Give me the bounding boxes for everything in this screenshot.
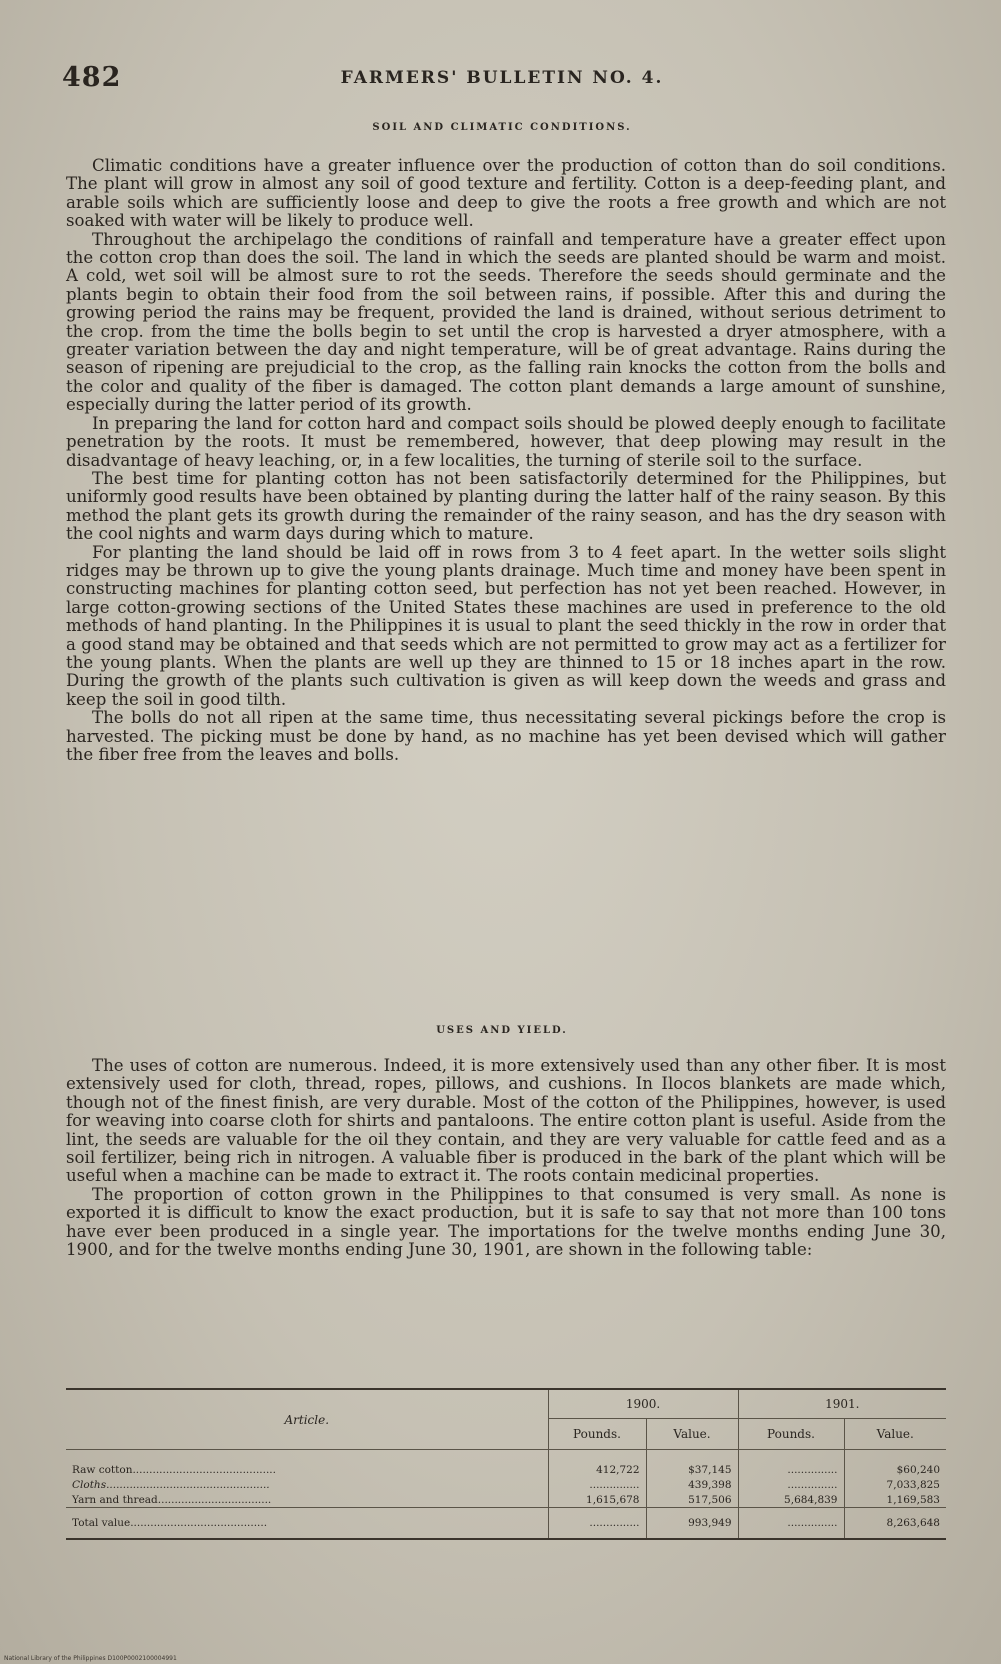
paragraph: The uses of cotton are numerous. Indeed, it is more extensively used than any other fiber. It is most extensively used for cloth, thread, ropes, pillows, and cushions. In Ilocos blankets are made which, though not of the finest finish, are very durable. Most of the cotton of the Philippines, however, is used for weaving into coarse cloth for shirts and pantaloons. The entire cotton plant is useful. Aside from the lint, the seeds are valuable for the oil they contain, and they are very valuable for cattle feed and as a soil fertilizer, being rich in nitrogen. A valuable fiber is produced in the bark of the plant which will be useful when a machine can be made to extract it. The roots contain medicinal properties. [66, 1056, 946, 1186]
value-1900-header: Value. [646, 1419, 738, 1450]
row-value-1901: $60,240 [844, 1450, 946, 1478]
paragraph: Throughout the archipelago the conditions of rainfall and temperature have a greater effect upon the cotton crop than does the soil. The land in which the seeds are planted should be warm and moist. A cold, wet soil will be almost sure to rot the seeds. Therefore the seeds should germinate and the plants begin to obtain their food from the soil between rains, if possible. After this and during the growing period the rains may be frequent, provided the land is drained, without serious detriment to the crop. from the time the bolls begin to set until the crop is harvested a dryer atmosphere, with a greater variation between the day and night temperature, will be of great advantage. Rains during the season of ripening are prejudicial to the crop, as the falling rain knocks the cotton from the bolls and the color and quality of the fiber is damaged. The cotton plant demands a large amount of sunshine, especially during the latter period of its growth. [66, 229, 946, 415]
section-heading-uses: USES AND YIELD. [436, 1025, 568, 1036]
paragraph: For planting the land should be laid off in rows from 3 to 4 feet apart. In the wetter soils slight ridges may be thrown up to give the young plants drainage. Much time and money have been spent in constructing machines for planting cotton seed, but perfection has not yet been reached. However, in large cotton-growing sections of the United States these machines are used in preference to the old methods of hand planting. In the Philippines it is usual to plant the seed thickly in the row in order that a good stand may be obtained and that seeds which are not permitted to grow may act as a fertilizer for the young plants. When the plants are well up they are thinned to 15 or 18 inches apart in the row. During the growth of the plants such cultivation is given as will keep down the weeds and grass and keep the soil in good tilth. [66, 542, 946, 709]
total-row [66, 1508, 946, 1540]
row-pounds-1900: 1,615,678 [548, 1492, 646, 1508]
table-row [66, 1477, 946, 1492]
value-1901-header: Value. [844, 1419, 946, 1450]
page-number: 482 [62, 62, 122, 93]
row-article: Yarn and thread.................................. [72, 1493, 272, 1506]
pounds-1900-header: Pounds. [548, 1419, 646, 1450]
year-1900-header: 1900. [548, 1389, 738, 1419]
row-value-1901: 1,169,583 [844, 1492, 946, 1508]
running-head: FARMERS' BULLETIN NO. 4. [340, 68, 664, 88]
table-row [66, 1450, 946, 1478]
row-value-1900: 439,398 [646, 1477, 738, 1492]
section-body-uses [66, 1057, 946, 1259]
row-pounds-1901: 5,684,839 [738, 1492, 844, 1508]
section-body-soil [66, 157, 946, 764]
row-pounds-1901: ............... [738, 1477, 844, 1492]
paragraph: In preparing the land for cotton hard and compact soils should be plowed deeply enough to facilitate penetration by the roots. It must be remembered, however, that deep plowing may result in the disadvantage of heavy leaching, or, in a few localities, the turning of sterile soil to the surface. [66, 413, 946, 470]
paragraph: The best time for planting cotton has not been satisfactorily determined for the Philippines, but uniformly good results have been obtained by planting during the latter half of the rainy season. By this method the plant gets its growth during the remainder of the rainy season, and has the dry season with the cool nights and warm days during which to mature. [66, 468, 946, 544]
table-row [66, 1492, 946, 1508]
importations-table-area [66, 1388, 946, 1540]
total-value-1901: 8,263,648 [844, 1508, 946, 1540]
section-heading-soil: SOIL AND CLIMATIC CONDITIONS. [372, 122, 632, 133]
row-article: Cloths................................................. [72, 1478, 270, 1491]
total-label: Total value......................................... [66, 1508, 548, 1540]
total-pounds-1900: ............... [548, 1508, 646, 1540]
paragraph: Climatic conditions have a greater influence over the production of cotton than do soil conditions. The plant will grow in almost any soil of good texture and fertility. Cotton is a deep-feeding plant, and arable soils which are sufficiently loose and deep to give the roots a free growth and which are not soaked with water will be likely to produce well. [66, 156, 946, 231]
row-pounds-1900: ............... [548, 1477, 646, 1492]
row-value-1900: 517,506 [646, 1492, 738, 1508]
pounds-1901-header: Pounds. [738, 1419, 844, 1450]
page-header [62, 62, 942, 102]
total-value-1900: 993,949 [646, 1508, 738, 1540]
archive-credit: National Library of the Philippines D100P0002100004991 [4, 1655, 177, 1662]
row-value-1900: $37,145 [646, 1450, 738, 1478]
importations-table [66, 1388, 946, 1540]
row-value-1901: 7,033,825 [844, 1477, 946, 1492]
row-pounds-1901: ............... [738, 1450, 844, 1478]
paragraph: The proportion of cotton grown in the Philippines to that consumed is very small. As none is exported it is difficult to know the exact production, but it is safe to say that not more than 100 tons have ever been produced in a single year. The importations for the twelve months ending June 30, 1900, and for the twelve months ending June 30, 1901, are shown in the following table: [66, 1184, 946, 1260]
total-pounds-1901: ............... [738, 1508, 844, 1540]
paragraph: The bolls do not all ripen at the same time, thus necessitating several pickings before the crop is harvested. The picking must be done by hand, as no machine has yet been devised which will gather the fiber free from the leaves and bolls. [66, 708, 946, 764]
year-1901-header: 1901. [738, 1389, 946, 1419]
article-column-header: Article. [66, 1389, 548, 1450]
row-article: Raw cotton........................................... [72, 1463, 276, 1476]
row-pounds-1900: 412,722 [548, 1450, 646, 1478]
